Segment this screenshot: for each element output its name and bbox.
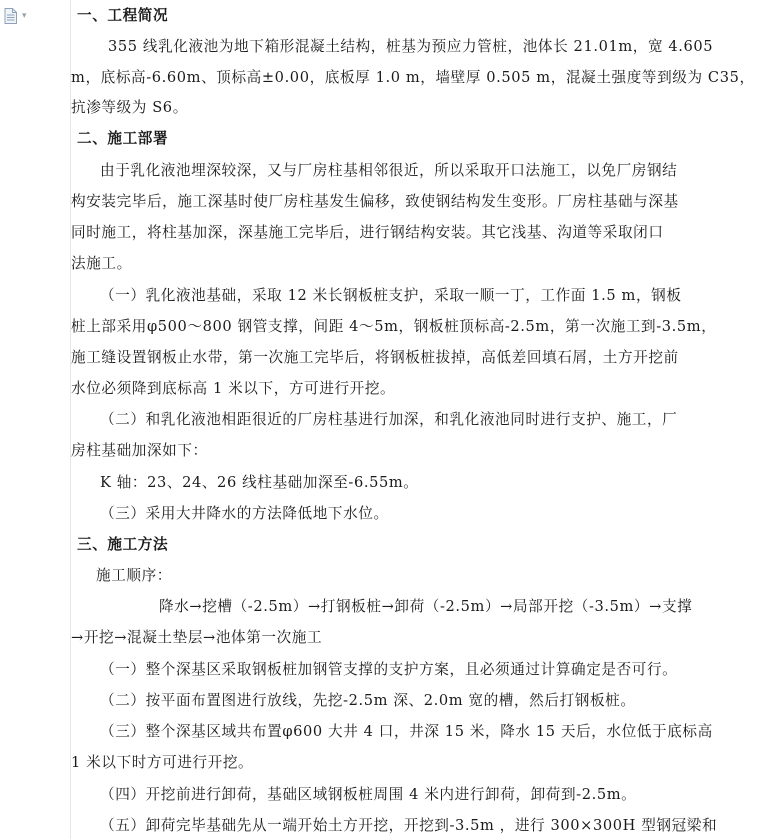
paragraph-line: （一）整个深基区采取钢板桩加钢管支撑的支护方案，且必须通过计算确定是否可行。	[100, 661, 678, 678]
paragraph-line: 由于乳化液池埋深较深，又与厂房柱基相邻很近，所以采取开口法施工，以免厂房钢结	[100, 162, 678, 179]
paragraph-line: 桩上部采用φ500～800 钢管支撑，间距 4～5m，钢板桩顶标高-2.5m，第一次施工到-3.5m，	[71, 318, 717, 335]
chevron-down-icon: ▾	[22, 11, 27, 21]
paragraph-line: （四）开挖前进行卸荷，基础区域钢板桩周围 4 米内进行卸荷，卸荷到-2.5m。	[100, 786, 637, 803]
heading-construction-deployment: 二、施工部署	[77, 130, 169, 147]
paragraph-line: 构安装完毕后，施工深基时使厂房柱基发生偏移，致使钢结构发生变形。厂房柱基础与深基	[71, 193, 679, 210]
paragraph-line: K 轴：23、24、26 线柱基础加深至-6.55m。	[100, 474, 419, 491]
paragraph-line: 水位必须降到底标高 1 米以下，方可进行开挖。	[71, 380, 396, 397]
page-margin-line	[70, 0, 71, 839]
paragraph-line: （二）按平面布置图进行放线，先挖-2.5m 深、2.0m 宽的槽，然后打钢板桩。	[100, 692, 636, 709]
paragraph-line: 同时施工，将柱基加深，深基施工完毕后，进行钢结构安装。其它浅基、沟道等采取闭口	[71, 224, 664, 241]
paragraph-line: 房柱基础加深如下：	[71, 442, 208, 459]
heading-construction-method: 三、施工方法	[77, 536, 169, 553]
paragraph-line: （五）卸荷完毕基础先从一端开始土方开挖，开挖到-3.5m ，进行 300×300H 型钢冠梁和	[100, 817, 718, 834]
paragraph-line: （二）和乳化液池相距很近的厂房柱基进行加深，和乳化液池同时进行支护、施工，厂	[100, 411, 678, 428]
paragraph-line: （三）整个深基区域共布置φ600 大井 4 口，井深 15 米，降水 15 天后，水位低于底标高	[100, 723, 713, 740]
paragraph-line: 355 线乳化液池为地下箱形混凝土结构，桩基为预应力管桩，池体长 21.01m，宽 4.605	[108, 38, 714, 55]
paragraph-line: （一）乳化液池基础，采取 12 米长钢板桩支护，采取一顺一丁，工作面 1.5 m，钢板	[100, 287, 682, 304]
paragraph-line: 1 米以下时方可进行开挖。	[71, 754, 254, 771]
paragraph-line: 法施工。	[71, 255, 132, 272]
paragraph-line: 施工顺序：	[96, 567, 172, 584]
document-icon	[4, 8, 17, 24]
paragraph-line: （三）采用大井降水的方法降低地下水位。	[100, 505, 389, 522]
document-menu-button[interactable]	[4, 8, 32, 26]
paragraph-line: 抗渗等级为 S6。	[71, 99, 188, 116]
process-sequence-line: 降水→挖槽（-2.5m）→打钢板桩→卸荷（-2.5m）→局部开挖（-3.5m）→支撑	[159, 598, 693, 615]
process-sequence-line: →开挖→混凝土垫层→池体第一次施工	[71, 629, 323, 646]
heading-project-overview: 一、工程简况	[77, 7, 169, 24]
paragraph-line: 施工缝设置钢板止水带，第一次施工完毕后，将钢板桩拔掉，高低差回填石屑，土方开挖前	[71, 349, 679, 366]
paragraph-line: m，底标高-6.60m、顶标高±0.00，底板厚 1.0 m，墙壁厚 0.505 m，混凝土强度等到级为 C35，	[71, 69, 755, 86]
